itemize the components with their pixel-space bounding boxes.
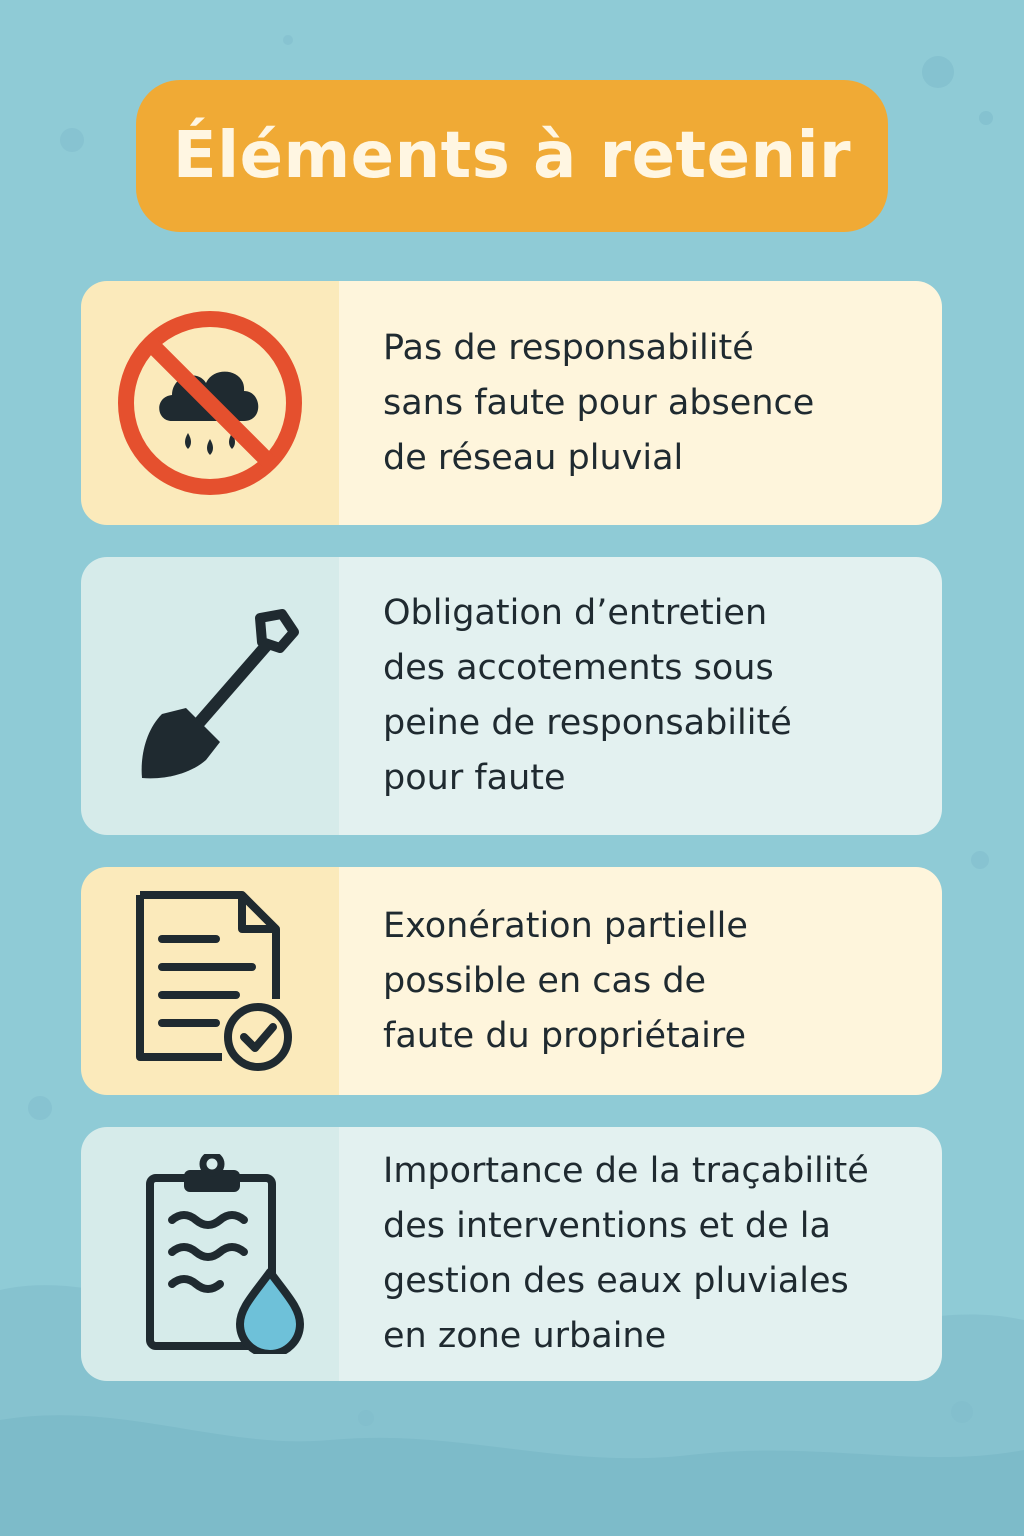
page-title: Éléments à retenir [172, 119, 852, 193]
card-traceability [81, 1127, 942, 1381]
card-icon-panel [81, 867, 339, 1095]
card-partial-exoneration [81, 867, 942, 1095]
card-icon-panel [81, 557, 339, 835]
card-text: Exonération partielle possible en cas de faute du propriétaire [383, 905, 748, 1056]
clipboard-water-icon [110, 1154, 310, 1354]
card-text: Obligation d’entretien des accotements sous peine de responsabilité pour faute [383, 593, 792, 798]
card-maintenance-obligation [81, 557, 942, 835]
card-text: Importance de la traçabilité des interventions et de la gestion des eaux pluviales en zone urbaine [383, 1151, 869, 1356]
card-text-panel [339, 557, 942, 835]
card-text-panel [339, 867, 942, 1095]
no-rain-cloud-icon [110, 303, 310, 503]
card-text-panel [339, 1127, 942, 1381]
card-icon-panel [81, 281, 339, 525]
shovel-icon [110, 596, 310, 796]
card-icon-panel [81, 1127, 339, 1381]
title-banner [136, 80, 888, 232]
document-check-icon [110, 881, 310, 1081]
card-text: Pas de responsabilité sans faute pour absence de réseau pluvial [383, 327, 815, 478]
card-no-liability [81, 281, 942, 525]
card-text-panel [339, 281, 942, 525]
